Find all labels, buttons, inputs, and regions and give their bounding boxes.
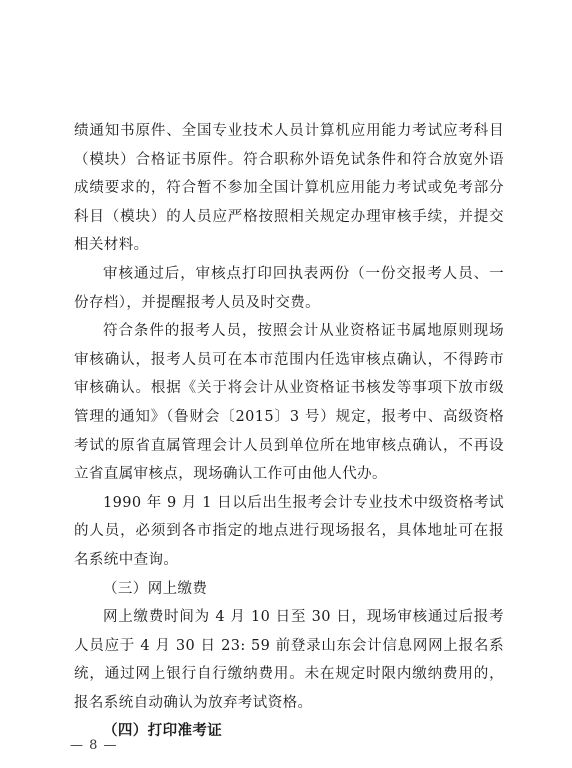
document-body [74, 117, 504, 746]
paragraph-receipt: 审核通过后，审核点打印回执表两份（一份交报考人员、一份存档），并提醒报考人员及时交费。 [74, 265, 504, 311]
paragraph-onsite-review: 符合条件的报考人员，按照会计从业资格证书属地原则现场审核确认，报考人员可在本市范围内任选审核点确认，不得跨市审核确认。根据《关于将会计从业资格证书核发等事项下放市级管理的通知》（鲁财会〔2015〕3 号）规定，报考中、高级资格考试的原省直属管理会计人员到单位所在地审核点确认，不再设立省直属审核点，现场确认工作可由他人代办。 [74, 323, 504, 483]
section-heading-print-admission-ticket: （四）打印准考证 [103, 722, 223, 740]
page-number: — 8 — [70, 738, 118, 753]
paragraph-materials: 绩通知书原件、全国专业技术人员计算机应用能力考试应考科目（模块）合格证书原件。符合职称外语免试条件和符合放宽外语成绩要求的，符合暂不参加全国计算机应用能力考试或免考部分科目（模块）的人员应严格按照相关规定办理审核手续，并提交相关材料。 [74, 123, 504, 254]
section-heading-online-payment: （三）网上缴费 [103, 580, 208, 597]
paragraph-online-payment: 网上缴费时间为 4 月 10 日至 30 日，现场审核通过后报考人员应于 4 月 30 日 23: 59 前登录山东会计信息网网上报名系统，通过网上银行自行缴纳费用。未在规定时限内缴纳费用的，报名系统自动确认为放弃考试资格。 [74, 609, 504, 711]
paragraph-onsite-registration: 1990 年 9 月 1 日以后出生报考会计专业技术中级资格考试的人员，必须到各市指定的地点进行现场报名，具体地址可在报名系统中查询。 [74, 494, 504, 568]
